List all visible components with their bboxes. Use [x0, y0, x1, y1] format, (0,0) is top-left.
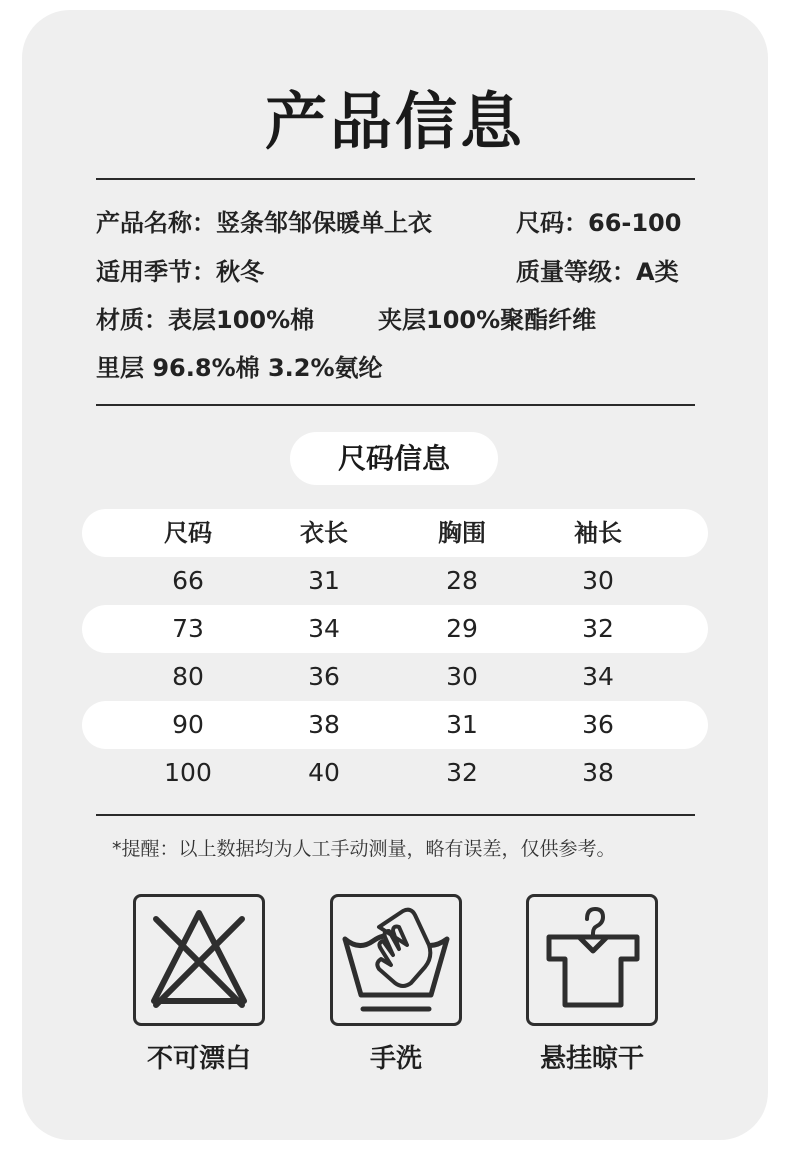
- hang-dry-icon: [526, 894, 658, 1026]
- measurement-note: *提醒：以上数据均为人工手动测量，略有误差，仅供参考。: [112, 838, 616, 860]
- column-header: 胸围: [438, 519, 486, 547]
- divider: [96, 178, 695, 180]
- table-row: [82, 557, 708, 605]
- table-cell: 34: [582, 662, 614, 691]
- table-cell: 90: [172, 710, 204, 739]
- table-cell: 30: [446, 662, 478, 691]
- material-outer: 材质：表层100%棉: [96, 306, 315, 334]
- table-cell: 38: [582, 758, 614, 787]
- table-cell: 100: [164, 758, 212, 787]
- column-header: 尺码: [164, 519, 212, 547]
- divider: [96, 814, 695, 816]
- page-title: 产品信息: [264, 85, 525, 158]
- table-header-row: [82, 509, 708, 557]
- table-cell: 40: [308, 758, 340, 787]
- material-inner: 里层 96.8%棉 3.2%氨纶: [96, 354, 383, 382]
- table-cell: 31: [446, 710, 478, 739]
- table-cell: 32: [446, 758, 478, 787]
- table-row: [82, 701, 708, 749]
- table-cell: 34: [308, 614, 340, 643]
- column-header: 袖长: [574, 519, 622, 547]
- care-label-no-bleach: 不可漂白: [146, 1044, 251, 1074]
- table-cell: 32: [582, 614, 614, 643]
- product-size-range: 尺码：66-100: [516, 209, 682, 237]
- table-cell: 66: [172, 566, 204, 595]
- table-row: [82, 605, 708, 653]
- product-season: 适用季节：秋冬: [96, 258, 264, 286]
- size-table: [82, 509, 708, 797]
- table-row: [82, 749, 708, 797]
- table-cell: 31: [308, 566, 340, 595]
- table-cell: 29: [446, 614, 478, 643]
- column-header: 衣长: [300, 519, 348, 547]
- care-label-hang-dry: 悬挂晾干: [539, 1044, 644, 1074]
- table-cell: 36: [308, 662, 340, 691]
- hand-wash-icon: [330, 894, 462, 1026]
- no-bleach-icon: [133, 894, 265, 1026]
- table-cell: 36: [582, 710, 614, 739]
- table-cell: 80: [172, 662, 204, 691]
- size-section-title: 尺码信息: [290, 432, 498, 485]
- material-middle: 夹层100%聚酯纤维: [378, 306, 597, 334]
- product-name: 产品名称：竖条邹邹保暖单上衣: [96, 209, 432, 237]
- table-cell: 30: [582, 566, 614, 595]
- table-row: [82, 653, 708, 701]
- table-cell: 73: [172, 614, 204, 643]
- divider: [96, 404, 695, 406]
- table-cell: 28: [446, 566, 478, 595]
- table-cell: 38: [308, 710, 340, 739]
- care-label-hand-wash: 手洗: [369, 1044, 422, 1074]
- product-grade: 质量等级：A类: [516, 258, 679, 286]
